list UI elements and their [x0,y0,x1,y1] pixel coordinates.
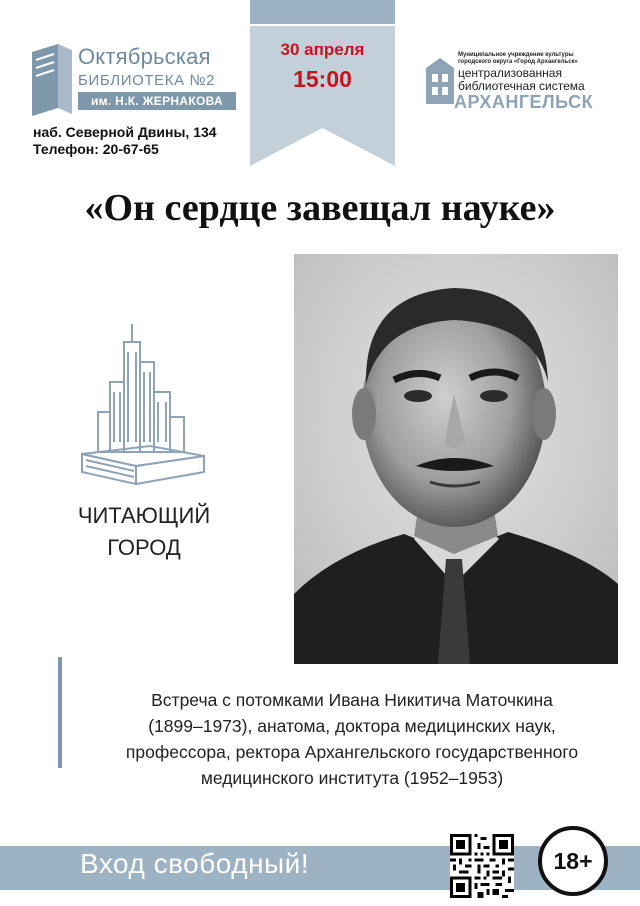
reading-city-line1: ЧИТАЮЩИЙ [77,503,211,528]
house-icon [424,54,456,106]
library-system-small-line1: Муниципальное учреждение культуры [458,52,574,58]
event-time: 15:00 [293,66,352,92]
library-system-small-line2: городского округа «Город Архангельск» [458,59,578,65]
event-date: 30 апреля [280,40,365,59]
description-accent-bar [58,657,62,768]
library-name-line2: БИБЛИОТЕКА №2 [78,72,216,89]
portrait-photo [294,254,618,664]
library-name-line3: им. Н.К. ЖЕРНАКОВА [78,92,236,110]
description-line: Встреча с потомками Ивана Никитича Маточкина [151,690,553,710]
library-system-line1: централизованная [458,66,562,80]
library-system-line2: библиотечная система [458,79,585,93]
free-entry-text: Вход свободный! [80,848,310,879]
library-system-city: АРХАНГЕЛЬСК [454,92,594,112]
description-line: (1899–1973), анатома, доктора медицинских наук, [148,716,556,736]
age-rating-badge: 18+ [538,826,608,896]
book-icon [28,42,74,118]
library-address: наб. Северной Двины, 134 [33,124,217,140]
qr-code[interactable] [450,834,514,898]
city-book-icon [80,322,206,492]
library-logo [28,40,238,120]
library-system-logo [424,48,616,110]
description-line: профессора, ректора Архангельского государственного [125,742,579,762]
date-badge [250,0,395,166]
library-phone: Телефон: 20-67-65 [33,141,159,157]
library-name-line1: Октябрьская [78,44,211,69]
description-line: медицинского института (1952–1953) [200,768,504,788]
event-title: «Он сердце завещал науке» [84,187,556,229]
reading-city-line2: ГОРОД [107,535,181,560]
